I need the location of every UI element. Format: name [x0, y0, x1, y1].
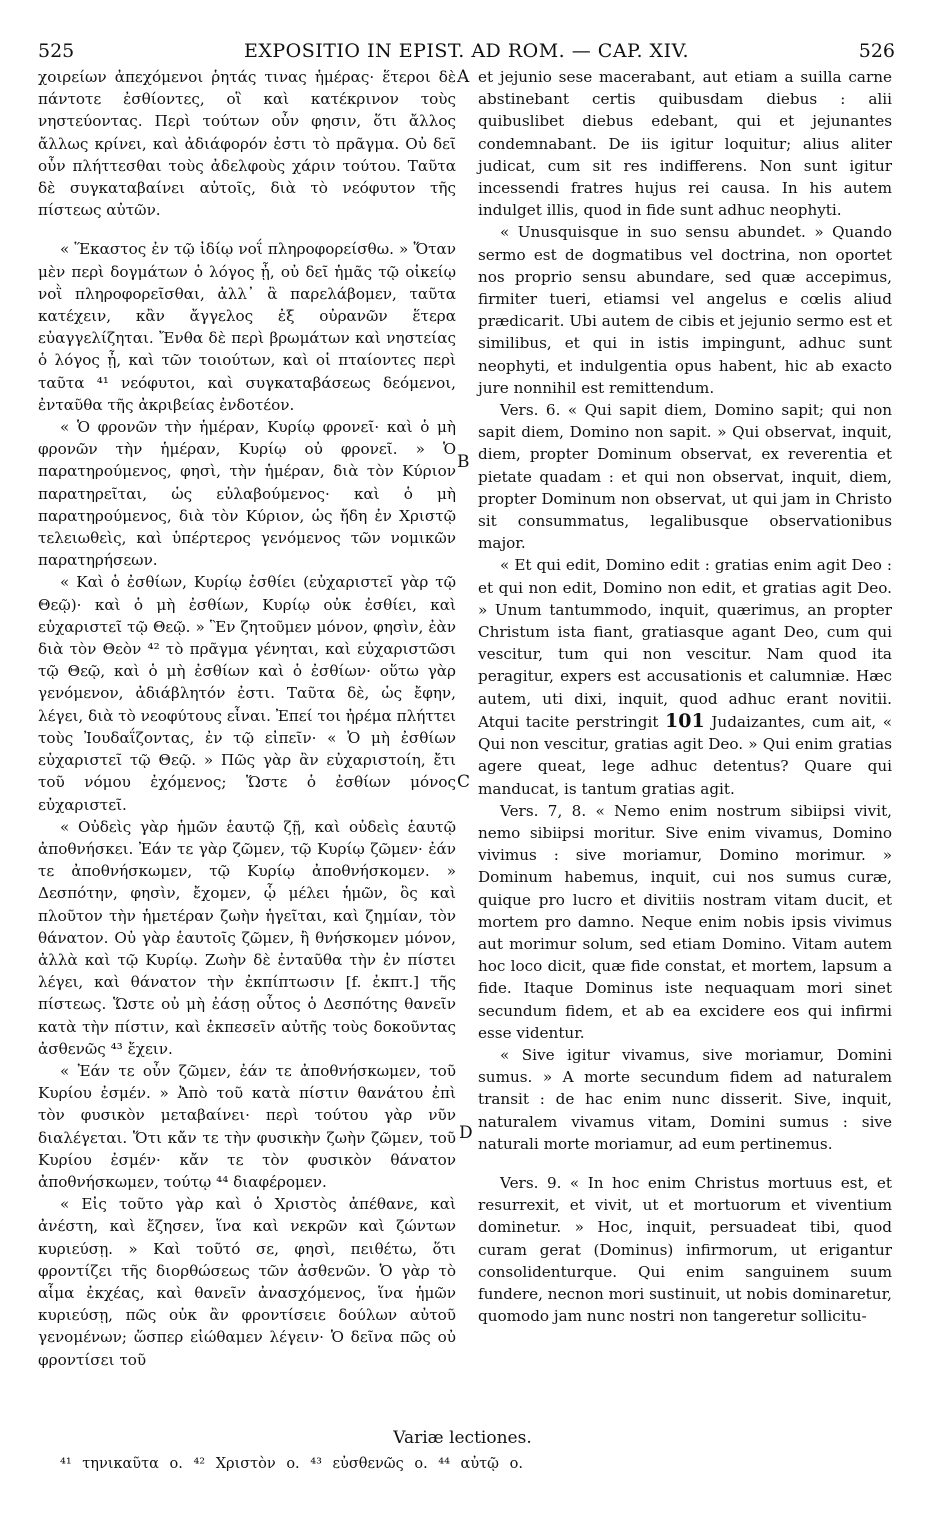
running-title: EXPOSITIO IN EPIST. AD ROM. — CAP. XIV. — [243, 40, 690, 62]
margin-letter-d: D — [459, 1123, 473, 1143]
greek-paragraph: « Ἐάν τε οὖν ζῶμεν, ἐάν τε ἀποθνήσκωμεν, τοῦ Κυρίου ἐσμέν. » Ἀπὸ τοῦ κατὰ πίστιν θανάτου ἐπὶ τὸν φυσικὸν μεταβαίνει· περὶ τούτου γὰρ νῦν διαλέγεται. Ὅτι κἄν τε τὴν φυσικὴν ζωὴν ζῶμεν, τοῦ Κυρίου ἐσμέν· κἄν τε τὸν φυσικὸν θάνατον ἀποθνήσκωμεν, τούτῳ ⁴⁴ διαφέρομεν. — [38, 1061, 456, 1191]
page-header — [38, 40, 895, 66]
latin-paragraph: « Unusquisque in suo sensu abundet. » Quando sermo est de dogmatibus vel doctrina, non oportet nos proprio sensu abundare, sed quæ accepimus, firmiter tueri, etiamsi vel angelus e cœlis aliud prædicarit. Ubi autem de cibis et jejunio sermo est et similibus, et qui in istis impingunt, adhuc sunt neophyti, et indulgentia opus habent, hic ab exacto jure nonnihil est remittendum. — [478, 223, 892, 397]
greek-paragraph: χοιρείων ἀπεχόμενοι ῥητάς τινας ἡμέρας· ἕτεροι δὲ πάντοτε ἐσθίοντες, οἳ καὶ κατέκρινον τοὺς νηστεύοντας. Περὶ τούτων οὖν φησιν, ὅτι ἄλλος ἄλλως κρίνει, καὶ ἀδιάφορόν ἐστι τὸ πρᾶγμα. Οὐ δεῖ οὖν πλήττεσθαι τοὺς ἀδελφοὺς χάριν τούτου. Ταῦτα δὲ συγκαταβαίνει αὐτοῖς, διὰ τὸ νεόφυτον τῆς πίστεως αὐτῶν. — [38, 68, 456, 220]
latin-paragraph — [478, 554, 892, 799]
latin-paragraph: Vers. 6. « Qui sapit diem, Domino sapit; qui non sapit diem, Domino non sapit. » Qui observat, inquit, diem, propter Dominum observat, ex reverentia et pietate quadam : et qui non observat, inquit, diem, propter Dominum non observat, ut qui jam in Christo sit consummatus, legalibusque observationibus major. — [478, 401, 892, 553]
greek-column — [38, 66, 456, 1371]
variae-lectiones-notes: ⁴¹ τηνικαῦτα ο. ⁴² Χριστὸν ο. ⁴³ εὐσθενῶς ο. ⁴⁴ αὐτῷ ο. — [60, 1456, 523, 1472]
latin-paragraph: et jejunio sese macerabant, aut etiam a suilla carne abstinebant certis quibusdam diebus : alii quibuslibet diebus edebant, qui et jejunantes condemnabant. De iis igitur loquitur; alius aliter judicat, cum sit res indifferens. Non sunt igitur incessendi fratres hujus rei causa. In his autem indulget illis, quod in fide sunt adhuc neophyti. — [478, 68, 892, 220]
latin-column — [478, 66, 892, 1327]
latin-paragraph: « Sive igitur vivamus, sive moriamur, Domini sumus. » A morte secundum fidem ad naturalem transit : de hac enim nunc disserit. Sive, inquit, naturalem vivamus vitam, Domini sumus : sive naturali morte moriamur, ad eum pertinemus. — [478, 1045, 892, 1153]
page-number-right: 526 — [858, 40, 895, 62]
margin-letter-b: B — [457, 452, 470, 472]
page-number-left: 525 — [38, 40, 75, 62]
greek-paragraph: « Οὐδεὶς γὰρ ἡμῶν ἑαυτῷ ζῇ, καὶ οὐδεὶς ἑαυτῷ ἀποθνήσκει. Ἐάν τε γὰρ ζῶμεν, τῷ Κυρίῳ ζῶμεν· ἐάν τε ἀποθνήσκωμεν, τῷ Κυρίῳ ἀποθνήσκομεν. » Δεσπότην, φησὶν, ἔχομεν, ᾧ μέλει ἡμῶν, ὃς καὶ πλοῦτον τὴν ἡμετέραν ζωὴν ἡγεῖται, καὶ ζημίαν, τὸν θάνατον. Οὐ γὰρ ἑαυτοῖς ζῶμεν, ἢ θνήσκομεν μόνον, ἀλλὰ καὶ τῷ Κυρίῳ. Ζωὴν δὲ ἐνταῦθα τὴν ἐν πίστει λέγει, καὶ θάνατον τὴν ἐκπίπτωσιν [f. ἐκπτ.] τῆς πίστεως. Ὥστε οὐ μὴ ἐάσῃ οὗτος ὁ Δεσπότης θανεῖν κατὰ τὴν πίστιν, καὶ ἐκπεσεῖν αὐτῆς τοὺς δοκοῦντας ἀσθενῶς ⁴³ ἔχειν. — [38, 817, 456, 1058]
latin-paragraph: Vers. 7, 8. « Nemo enim nostrum sibiipsi vivit, nemo sibiipsi moritur. Sive enim vivamus, Domino vivimus : sive moriamur, Domino morimur. » Dominum habemus, inquit, cui nos sumus curæ, quique pro lucro et divitiis nostram vitam ducit, et mortem pro damno. Neque enim nobis ipsis vivimus aut morimur solum, sed etiam Domino. Vitam autem hoc loco dicit, quæ fide constat, et mortem, lapsum a fide. Itaque Dominus iste nequaquam mori sinet secundum fidem, et ab ea excidere eos qui infirmi esse videntur. — [478, 801, 892, 1042]
latin-text: « Et qui edit, Domino edit : gratias enim agit Deo : et qui non edit, Domino non edit, et gratias agit Deo. » Unum tantummodo, inquit, quærimus, an propter Christum ista fiant, gratiasque agant Deo, cum qui vescitur, tum qui non vescitur. Nam quod ita peragitur, expers est accusationis et calumniæ. Hæc autem, uti dixi, inquit, quod adhuc erant novitii. Atqui tacite perstringit — [478, 556, 892, 731]
variae-lectiones-title: Variæ lectiones. — [393, 1428, 532, 1448]
greek-paragraph: « Καὶ ὁ ἐσθίων, Κυρίῳ ἐσθίει (εὐχαριστεῖ γὰρ τῷ Θεῷ)· καὶ ὁ μὴ ἐσθίων, Κυρίῳ οὐκ ἐσθίει, καὶ εὐχαριστεῖ τῷ Θεῷ. » Ἓν ζητοῦμεν μόνον, φησὶν, ἐὰν διὰ τὸν Θεὸν ⁴² τὸ πρᾶγμα γένηται, καὶ εὐχαριστῶσι τῷ Θεῷ, καὶ ὁ μὴ ἐσθίων καὶ ὁ ἐσθίων· οὕτω γὰρ γενόμενον, ἀδιάβλητόν ἐστι. Ταῦτα δὲ, ὡς ἔφην, λέγει, διὰ τὸ νεοφύτους εἶναι. Ἐπεί τοι ἠρέμα πλήττει τοὺς Ἰουδαΐζοντας, ἐν τῷ εἰπεῖν· « Ὁ μὴ ἐσθίων εὐχαριστεῖ τῷ Θεῷ. » Πῶς γὰρ ἂν εὐχαριστοίη, ἔτι τοῦ νόμου ἐχόμενος; Ὥστε ὁ ἐσθίων μόνος εὐχαριστεῖ. — [38, 573, 456, 814]
greek-paragraph: « Ὁ φρονῶν τὴν ἡμέραν, Κυρίῳ φρονεῖ· καὶ ὁ μὴ φρονῶν τὴν ἡμέραν, Κυρίῳ οὐ φρονεῖ. » Ὁ παρατηρούμενος, φησὶ, τὴν ἡμέραν, διὰ τὸν Κύριον παρατηρεῖται, ὡς εὐλαβούμενος· καὶ ὁ μὴ παρατηρούμενος, διὰ τὸν Κύριον, ὡς ἤδη ἐν Χριστῷ τελειωθεὶς, καὶ ὑπέρτερος γενόμενος τῶν νομικῶν παρατηρήσεων. — [38, 418, 456, 570]
latin-paragraph: Vers. 9. « In hoc enim Christus mortuus est, et resurrexit, et vivit, ut et mortuorum et viventium dominetur. » Hoc, inquit, persuadeat tibi, quod curam gerat (Dominus) infirmorum, ut erigantur consolidenturque. Qui enim sanguinem suum fundere, necnon mori sustinuit, ut nobis dominaretur, quomodo jam nunc nostri non tangeretur sollicitu- — [478, 1173, 892, 1326]
latin-text: Judaizantes, cum ait, « Qui non vescitur, gratias agit Deo. » Qui enim gratias agere queat, lege adhuc detentus? Quare qui manducat, is tantum gratias agit. — [478, 712, 893, 798]
margin-letter-c: C — [457, 772, 471, 792]
margin-letter-a: A — [457, 67, 470, 87]
greek-paragraph: « Ἕκαστος ἐν τῷ ἰδίῳ νοΐ πληροφορείσθω. » Ὅταν μὲν περὶ δογμάτων ὁ λόγος ᾖ, οὐ δεῖ ἡμᾶς τῷ οἰκείῳ νοῒ πληροφορεῖσθαι, ἀλλ᾽ ἃ παρελάβομεν, ταῦτα κατέχειν, κἂν ἄγγελος ἐξ οὐρανῶν ἕτερα εὐαγγελίζηται. Ἔνθα δὲ περὶ βρωμάτων καὶ νηστείας ὁ λόγος ᾖ, καὶ τῶν τοιούτων, καὶ οἱ πταίοντες περὶ ταῦτα ⁴¹ νεόφυτοι, καὶ συγκαταβάσεως δεόμενοι, ἐνταῦθα τῆς ἀκριβείας ἐνδοτέον. — [38, 240, 456, 414]
greek-paragraph: « Εἰς τοῦτο γὰρ καὶ ὁ Χριστὸς ἀπέθανε, καὶ ἀνέστη, καὶ ἔζησεν, ἵνα καὶ νεκρῶν καὶ ζώντων κυριεύσῃ. » Καὶ τοῦτό σε, φησὶ, πειθέτω, ὅτι φροντίζει τῆς διορθώσεως τῶν ἀσθενῶν. Ὁ γὰρ τὸ αἷμα ἐκχέας, καὶ θανεῖν ἀνασχόμενος, ἵνα ἡμῶν κυριεύσῃ, πῶς οὐκ ἂν φροντίσειε δούλων αὐτοῦ γενομένων; ὥσπερ εἰώθαμεν λέγειν· Ὁ δεῖνα πῶς οὐ φροντίσει τοῦ — [38, 1195, 456, 1369]
column-number: 101 — [665, 709, 705, 732]
